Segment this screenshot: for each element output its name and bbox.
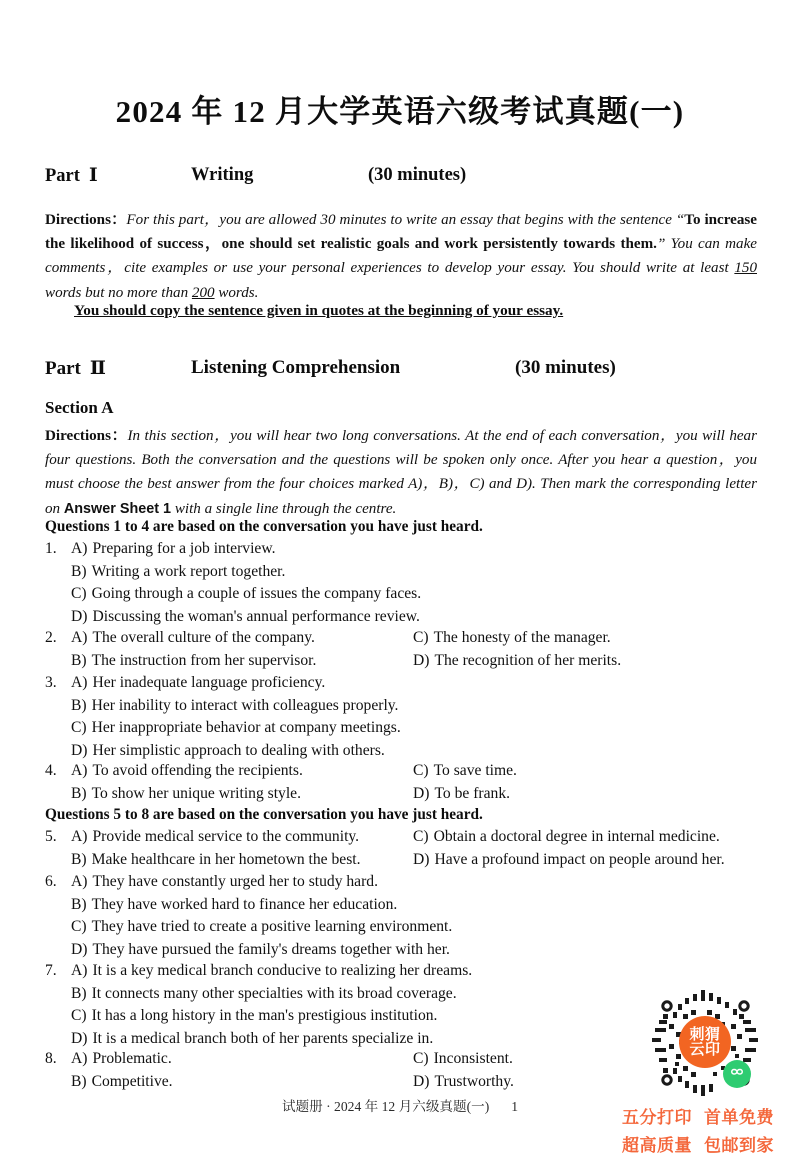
brand-name-line2: 云印 — [689, 1040, 721, 1058]
option-letter: A) — [71, 873, 88, 890]
writing-min-words: 150 — [734, 260, 757, 277]
promo-text — [598, 1104, 798, 1160]
option-letter: A) — [71, 629, 88, 646]
question-7-number: 7. — [45, 962, 57, 979]
question-2-option-a[interactable] — [71, 627, 315, 650]
option-text: Competitive. — [91, 1072, 173, 1090]
footer-text: 试题册 · 2024 年 12 月六级真题(一) — [281, 1099, 490, 1114]
promo-line-1 — [598, 1104, 798, 1132]
brand-logo — [679, 1016, 731, 1068]
question-3-option-b[interactable] — [71, 695, 398, 718]
question-4-option-b[interactable] — [71, 783, 301, 806]
option-text: To show her unique writing style. — [91, 784, 301, 802]
option-text: Preparing for a job interview. — [92, 540, 276, 557]
page-title: 2024 年 12 月大学英语六级考试真题(一) — [115, 94, 685, 129]
question-3-number: 3. — [45, 674, 57, 691]
option-text: They have worked hard to finance her education. — [91, 895, 398, 913]
option-letter: B) — [71, 1072, 87, 1090]
option-text: They have constantly urged her to study hard. — [92, 873, 378, 890]
option-letter: C) — [71, 1007, 87, 1024]
question-5-option-d[interactable] — [413, 849, 725, 872]
part-2-numeral: Ⅱ — [89, 357, 106, 379]
option-letter: D) — [71, 607, 88, 625]
question-2-option-d[interactable] — [413, 650, 621, 673]
option-text: Discussing the woman's annual performance review. — [92, 607, 420, 625]
option-letter: A) — [71, 828, 88, 845]
option-text: Inconsistent. — [433, 1050, 513, 1067]
question-7-option-a[interactable] — [71, 960, 472, 983]
part-2-label: Part — [45, 358, 81, 379]
question-7-option-c[interactable] — [71, 1005, 437, 1028]
question-7-option-b[interactable] — [71, 983, 457, 1006]
writing-max-words: 200 — [191, 284, 215, 301]
question-5-option-b[interactable] — [71, 849, 361, 872]
question-5-number: 5. — [45, 828, 57, 845]
question-7-option-d[interactable] — [71, 1028, 433, 1051]
part-2-time: (30 minutes) — [515, 357, 616, 378]
question-6-number: 6. — [45, 873, 57, 890]
question-5-option-c[interactable] — [413, 826, 720, 849]
option-letter: C) — [413, 1050, 429, 1067]
option-letter: A) — [71, 762, 88, 779]
writing-directions — [45, 208, 757, 305]
option-letter: A) — [71, 540, 88, 557]
option-letter: D) — [413, 651, 430, 669]
option-letter: A) — [71, 674, 88, 691]
option-text: Her inadequate language proficiency. — [92, 674, 326, 691]
brand-name-line1: 刺猬 — [689, 1024, 721, 1043]
writing-directions-quote: To increase the likelihood of success，one should set realistic goals and work persistently towards them. — [45, 212, 757, 253]
writing-copy-note: You should copy the sentence given in quotes at the beginning of your essay. — [74, 302, 564, 319]
option-text: It is a medical branch both of her parents specialize in. — [92, 1029, 434, 1047]
promo-line-2 — [598, 1132, 798, 1160]
option-letter: B) — [71, 696, 87, 714]
promo-line1-b: 首单免费 — [704, 1108, 774, 1128]
option-text: It connects many other specialties with its broad coverage. — [91, 984, 457, 1002]
question-3-option-c[interactable] — [71, 717, 401, 740]
option-text: Problematic. — [92, 1050, 172, 1067]
part-1-time: (30 minutes) — [368, 165, 467, 185]
question-group-heading-1: Questions 1 to 4 are based on the conversation you have just heard. — [45, 518, 483, 535]
question-group-heading-2: Questions 5 to 8 are based on the conversation you have just heard. — [45, 806, 483, 823]
question-3-option-a[interactable] — [71, 672, 325, 695]
question-1-option-c[interactable] — [71, 583, 421, 606]
question-6-option-c[interactable] — [71, 916, 452, 939]
writing-directions-label: Directions： — [45, 212, 127, 228]
question-8-number: 8. — [45, 1050, 57, 1067]
part-2-header — [45, 357, 755, 380]
option-text: Going through a couple of issues the company faces. — [91, 585, 422, 602]
writing-directions-seg4: words. — [214, 284, 259, 301]
question-4-option-d[interactable] — [413, 783, 510, 806]
option-letter: D) — [71, 1029, 88, 1047]
option-text: The honesty of the manager. — [433, 629, 611, 646]
listening-directions-seg1: In this section，you will hear two long conversations. At the end of each conversation，you will hear four questions. Both the conversation and the questions will be spoken only once. After you hear a question，you must choose the best answer from the four choices marked A)，B)，C) and D). Then mark the corresponding letter on — [45, 428, 757, 517]
option-text: The overall culture of the company. — [92, 629, 315, 646]
miniprogram-icon — [728, 1065, 746, 1083]
part-1-header — [45, 165, 755, 187]
option-letter: A) — [71, 962, 88, 979]
option-letter: B) — [71, 850, 87, 868]
listening-directions — [45, 424, 757, 521]
option-text: Obtain a doctoral degree in internal medicine. — [433, 828, 720, 845]
writing-directions-seg3: words but no more than — [45, 284, 192, 301]
answer-sheet-reference: Answer Sheet 1 — [63, 500, 172, 517]
option-letter: C) — [413, 762, 429, 779]
question-6-option-a[interactable] — [71, 871, 378, 894]
question-1-number: 1. — [45, 540, 57, 557]
option-text: Provide medical service to the community. — [92, 828, 360, 845]
option-letter: B) — [71, 651, 87, 669]
option-text: It has a long history in the man's prestigious institution. — [91, 1007, 438, 1024]
option-text: The recognition of her merits. — [434, 651, 622, 669]
part-2-name: Listening Comprehension — [191, 357, 401, 378]
question-2-option-c[interactable] — [413, 627, 611, 650]
question-3-option-d[interactable] — [71, 740, 385, 763]
option-letter: C) — [71, 719, 87, 736]
option-text: They have tried to create a positive learning environment. — [91, 918, 453, 935]
writing-directions-seg2: ” You can make comments，cite examples or use your personal experiences to develop your essay. You should write at least — [45, 236, 757, 277]
option-letter: C) — [413, 629, 429, 646]
question-8-option-d[interactable] — [413, 1071, 514, 1094]
question-8-option-a[interactable] — [71, 1048, 172, 1071]
question-5-option-a[interactable] — [71, 826, 359, 849]
option-letter: D) — [71, 741, 88, 759]
option-letter: B) — [71, 784, 87, 802]
question-4-option-c[interactable] — [413, 760, 517, 783]
section-a-title: Section A — [45, 398, 114, 417]
question-6-option-d[interactable] — [71, 939, 450, 962]
option-text: To avoid offending the recipients. — [92, 762, 303, 779]
option-text: Her inappropriate behavior at company meetings. — [91, 719, 401, 736]
question-8-option-b[interactable] — [71, 1071, 173, 1094]
option-text: They have pursued the family's dreams together with her. — [92, 940, 450, 958]
option-letter: C) — [71, 585, 87, 602]
option-text: Writing a work report together. — [91, 562, 286, 580]
question-1-option-b[interactable] — [71, 561, 285, 584]
option-letter: B) — [71, 895, 87, 913]
listening-directions-seg2: with a single line through the centre. — [171, 500, 397, 517]
option-text: Make healthcare in her hometown the best. — [91, 850, 361, 868]
option-letter: D) — [413, 784, 430, 802]
question-6-option-b[interactable] — [71, 894, 397, 917]
option-text: It is a key medical branch conducive to realizing her dreams. — [92, 962, 473, 979]
option-letter: D) — [413, 1072, 430, 1090]
question-1-option-a[interactable] — [71, 538, 276, 561]
option-text: Her inability to interact with colleagues properly. — [91, 696, 399, 714]
question-2-option-b[interactable] — [71, 650, 316, 673]
option-letter: B) — [71, 562, 87, 580]
question-2-number: 2. — [45, 629, 57, 646]
option-text: To be frank. — [434, 784, 511, 802]
option-text: Have a profound impact on people around her. — [434, 850, 725, 868]
question-4-option-a[interactable] — [71, 760, 303, 783]
option-letter: D) — [71, 940, 88, 958]
option-letter: B) — [71, 984, 87, 1002]
part-1-numeral: Ⅰ — [88, 165, 98, 186]
part-1-name: Writing — [191, 165, 254, 185]
page-number: 1 — [511, 1099, 519, 1114]
option-text: To save time. — [433, 762, 517, 779]
question-1-option-d[interactable] — [71, 606, 420, 629]
option-text: The instruction from her supervisor. — [91, 651, 317, 669]
promo-line2-a: 超高质量 — [622, 1136, 692, 1156]
option-letter: A) — [71, 1050, 88, 1067]
writing-directions-seg1: For this part，you are allowed 30 minutes to write an essay that begins with the sentence “ — [126, 212, 685, 228]
option-text: Her simplistic approach to dealing with others. — [92, 741, 385, 759]
option-letter: C) — [413, 828, 429, 845]
promo-line2-b: 包邮到家 — [704, 1136, 774, 1156]
option-letter: D) — [413, 850, 430, 868]
qr-code-watermark[interactable] — [645, 988, 765, 1098]
question-4-number: 4. — [45, 762, 57, 779]
listening-directions-label: Directions： — [45, 428, 128, 444]
option-letter: C) — [71, 918, 87, 935]
promo-line1-a: 五分打印 — [622, 1108, 692, 1128]
part-1-label: Part — [45, 166, 80, 186]
option-text: Trustworthy. — [434, 1072, 514, 1090]
wechat-miniprogram-badge — [723, 1060, 751, 1088]
question-8-option-c[interactable] — [413, 1048, 513, 1071]
